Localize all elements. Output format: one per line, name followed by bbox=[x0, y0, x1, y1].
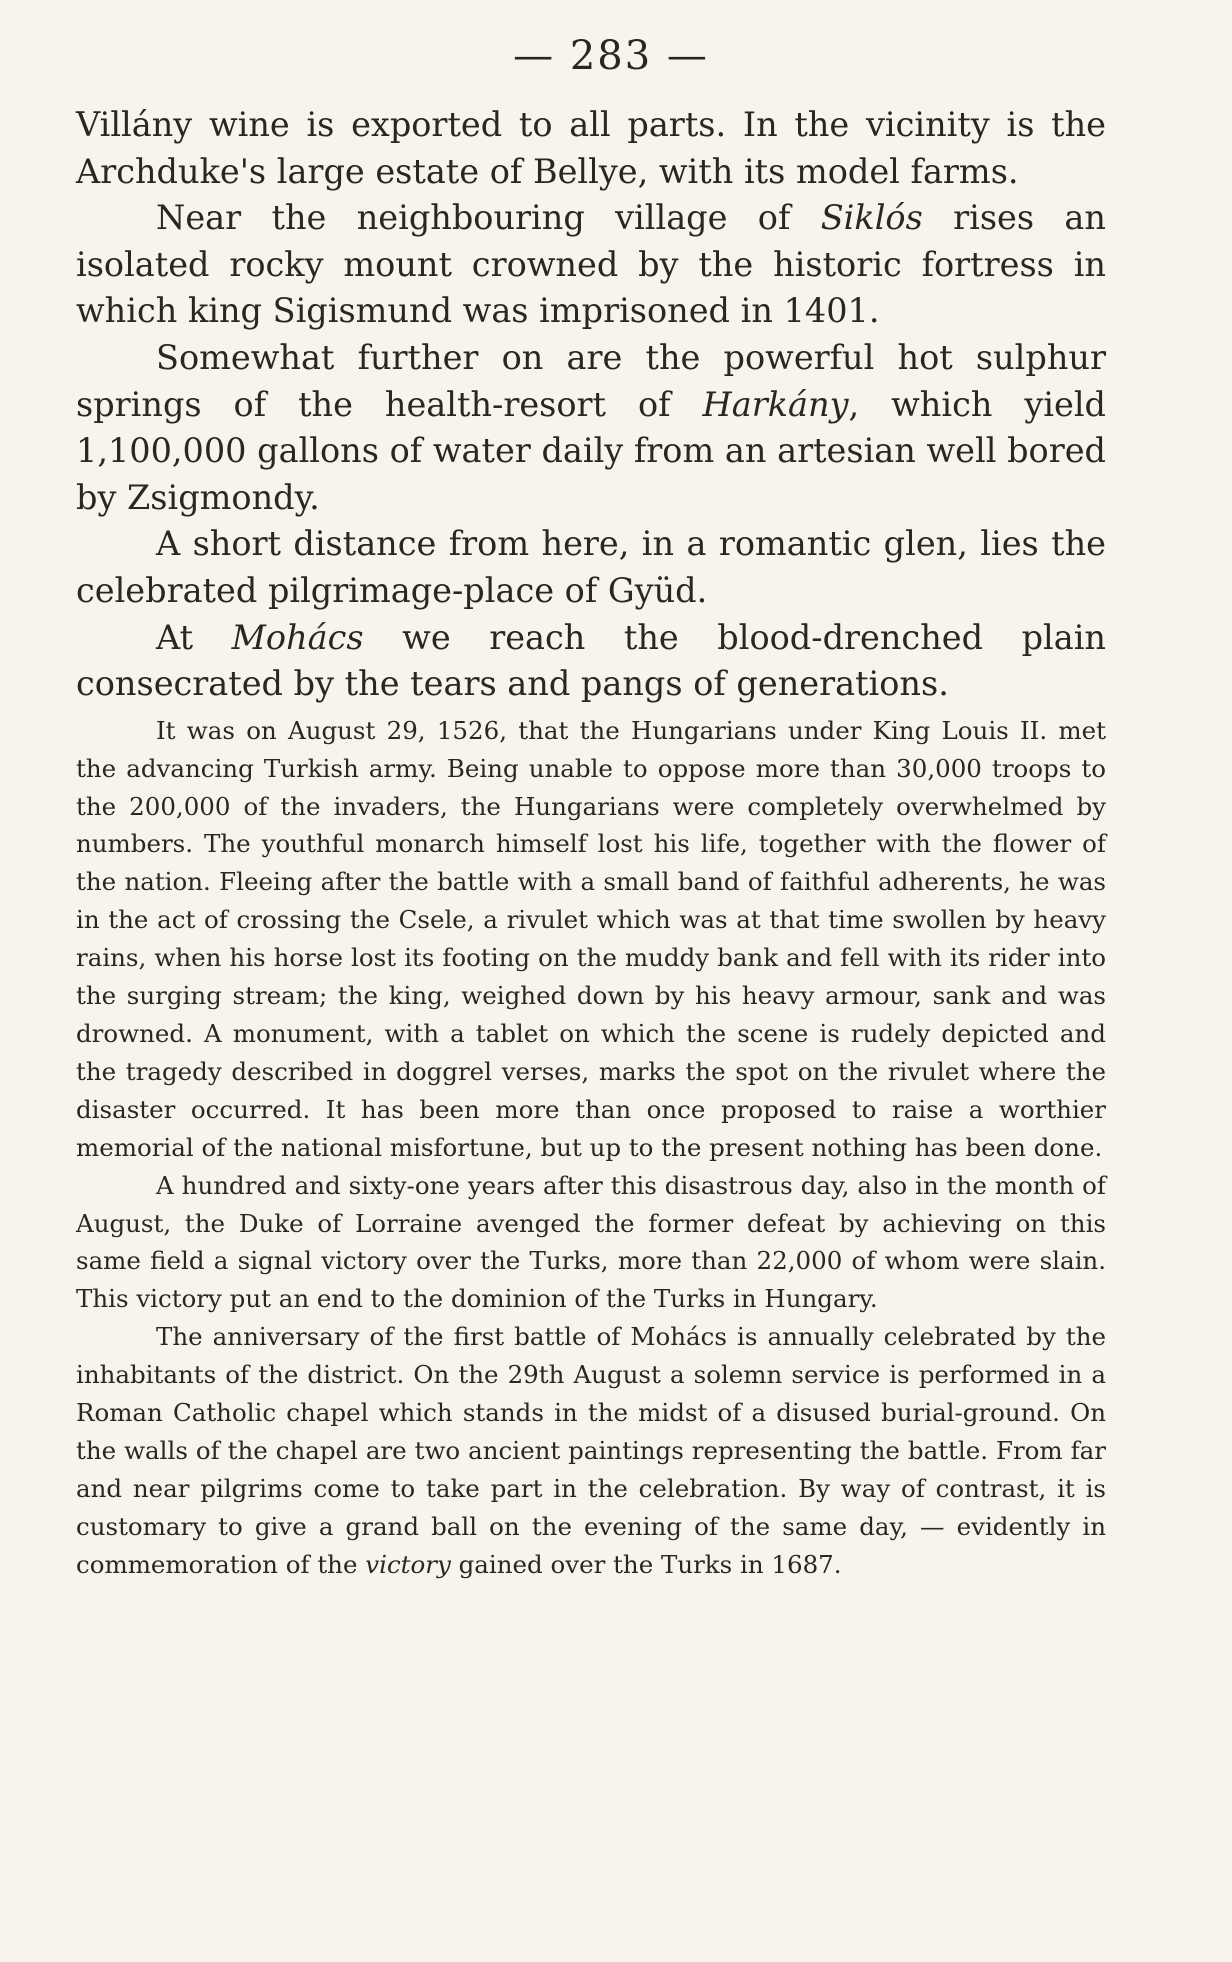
text-segment: rises an isolated rocky mount crowned by the historic fortress in which king Sigismund was imprisoned in 1401. bbox=[76, 198, 1106, 331]
italic-word: victory bbox=[365, 1549, 451, 1579]
paragraph bbox=[76, 1318, 1106, 1583]
italic-place-name: Mohács bbox=[231, 617, 364, 657]
paragraph bbox=[76, 335, 1106, 521]
paragraph bbox=[76, 615, 1106, 708]
text-segment: It was on August 29, 1526, that the Hungarians under King Louis II. met the advancing Turkish army. Being unable to oppose more than 30,000 troops to the 200,000 of the invaders, the Hungarians were completely overwhelmed by numbers. The youthful monarch himself lost his life, together with the flower of the nation. Fleeing after the battle with a small band of faithful adherents, he was in the act of crossing the Csele, a rivulet which was at that time swollen by heavy rains, when his horse lost its footing on the muddy bank and fell with its rider into the surging stream; the king, weighed down by his heavy armour, sank and was drowned. A monument, with a tablet on which the scene is rudely depicted and the tragedy described in doggrel verses, marks the spot on the rivulet where the disaster occurred. It has been more than once proposed to raise a worthier memorial of the national misfortune, but up to the present nothing has been done. bbox=[76, 715, 1106, 1162]
paragraph bbox=[76, 102, 1106, 195]
text-segment: A short distance from here, in a romantic glen, lies the celebrated pilgrimage-place of Gyüd. bbox=[76, 524, 1106, 610]
paragraph bbox=[76, 195, 1106, 335]
text-segment: A hundred and sixty-one years after this disastrous day, also in the month of August, the Duke of Lorraine avenged the former defeat by achieving on this same field a signal victory over the Turks, more than 22,000 of whom were slain. This victory put an end to the dominion of the Turks in Hungary. bbox=[76, 1170, 1106, 1314]
text-segment: gained over the Turks in 1687. bbox=[450, 1549, 842, 1579]
text-segment: , which yield 1,100,000 gallons of water daily from an artesian well bored by Zsigmondy. bbox=[76, 384, 1107, 517]
small-print-section bbox=[76, 712, 1106, 1584]
paragraph bbox=[76, 712, 1106, 1167]
paragraph bbox=[76, 1167, 1106, 1319]
page-number: — 283 — bbox=[513, 33, 709, 79]
text-segment: At bbox=[156, 617, 232, 657]
text-segment: Somewhat further on are the powerful hot sulphur springs of the health-resort of bbox=[76, 337, 1106, 424]
paragraph bbox=[76, 521, 1106, 614]
text-segment: The anniversary of the first battle of Mohács is annually celebrated by the inhabitants of the district. On the 29th August a solemn service is performed in a Roman Catholic chapel which stands in the midst of a disused burial-ground. On the walls of the chapel are two ancient paintings representing the battle. From far and near pilgrims come to take part in the celebration. By way of contrast, it is customary to give a grand ball on the evening of the same day, — evidently in commemoration of the bbox=[76, 1322, 1106, 1579]
text-segment: we reach the blood-drenched plain consecrated by the tears and pangs of generations. bbox=[76, 617, 1107, 704]
text-segment: Near the neighbouring village of bbox=[156, 198, 821, 238]
text-segment: Villány wine is exported to all parts. In the vicinity is the Archduke's large estate of Bellye, with its model farms. bbox=[76, 105, 1106, 191]
book-page bbox=[76, 28, 1106, 1584]
italic-place-name: Harkány bbox=[702, 384, 849, 424]
main-text-section bbox=[76, 102, 1106, 708]
italic-place-name: Siklós bbox=[820, 198, 923, 238]
